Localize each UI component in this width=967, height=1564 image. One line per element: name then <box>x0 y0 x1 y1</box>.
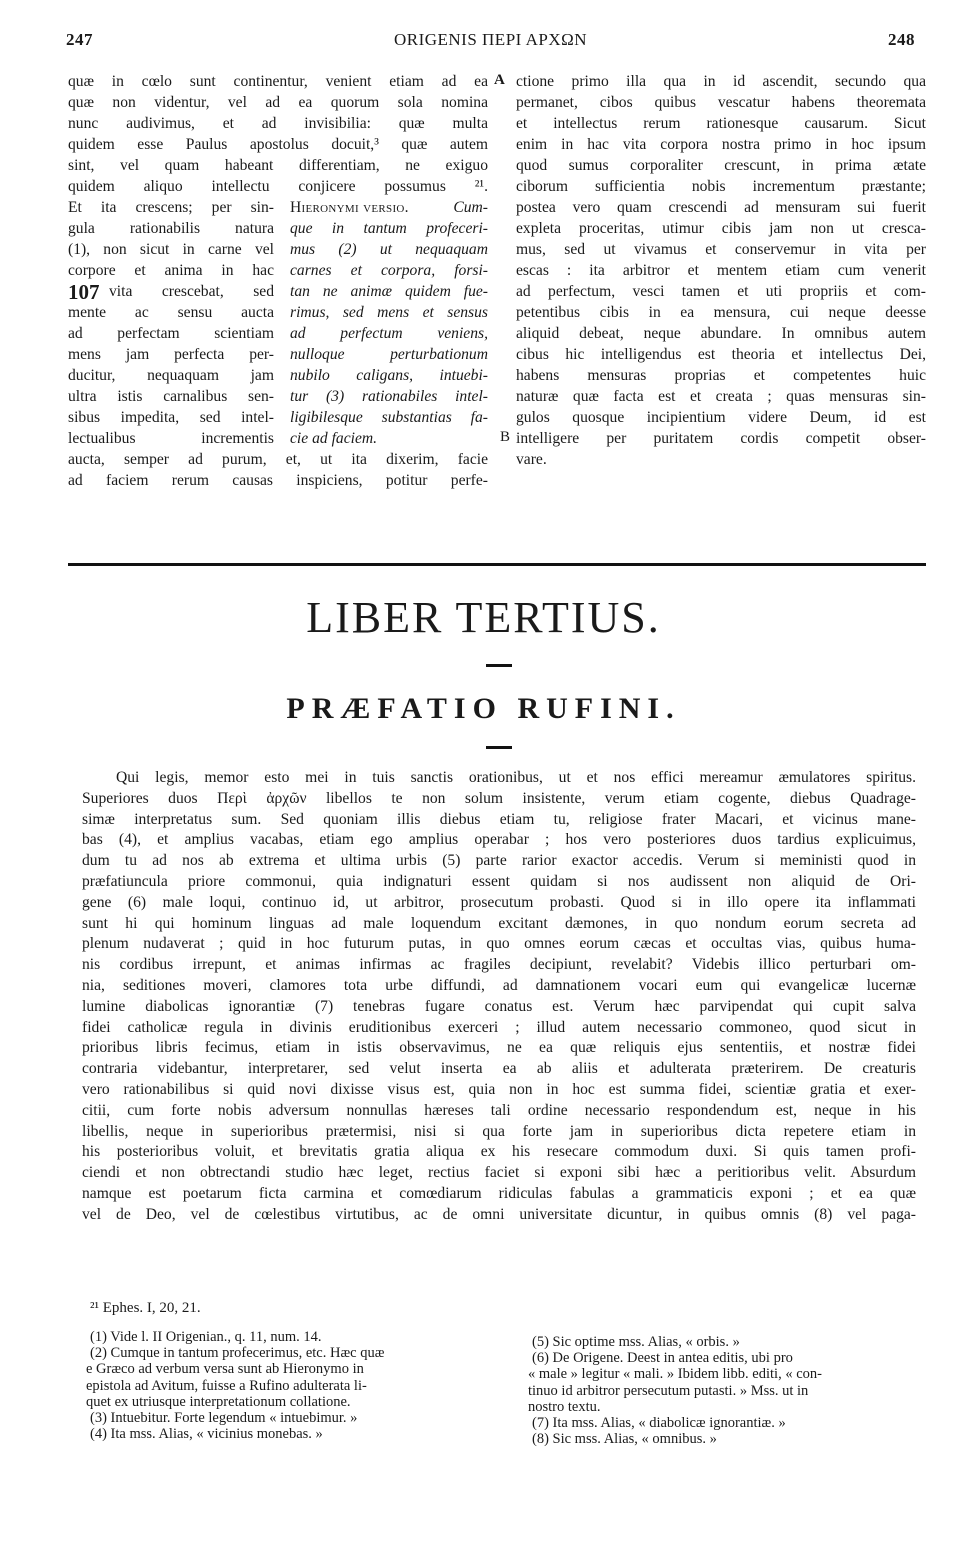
margin-letter-b: B <box>500 429 511 445</box>
right-line: vare. <box>516 451 547 468</box>
version-line: mus (2) ut nequaquam <box>290 241 488 258</box>
left-narrow-line: gula rationabilis natura <box>68 220 274 237</box>
body-line: plenum nudaverat ; quid in hoc futurum putas, in quo omnes eorum cæcas et occultas vias, quibus huma- <box>82 935 916 953</box>
left-line: quæ non videntur, vel ad ea quorum sola nomina <box>68 94 488 111</box>
body-line: ciendi et non obtrectandi studio hæc leget, rectius faciet si exponi sibi hæc a peritioribus velit. Absurdum <box>82 1164 916 1182</box>
footnote-line: (1) Vide l. II Origenian., q. 11, num. 14. <box>90 1329 322 1345</box>
body-line: his posterioribus voluit, et brevitatis gratia aliqua ex his resecare commodum duxi. Si quis tamen profi- <box>82 1143 916 1161</box>
left-line: quæ in cœlo sunt continentur, venient etiam ad ea <box>68 73 488 90</box>
body-line: dum tu ad nos ab extrema et ultima urbis (5) parte rarior exactor accedis. Verum si meministi quod in <box>82 852 916 870</box>
footnote-line: e Græco ad verbum versa sunt ab Hieronymo in <box>86 1361 364 1378</box>
version-line: nulloque perturbationum <box>290 346 488 363</box>
section-rule <box>68 563 926 566</box>
margin-letter-a: A <box>494 72 505 88</box>
footnote-line: tinuo id arbitror persecutum putasti. » Mss. ut in <box>528 1382 809 1399</box>
version-line: ligibilesque substantias fa- <box>290 409 488 426</box>
right-line: ciborum sufficientia nobis incrementum præstante; <box>516 178 926 195</box>
version-line: carnes et corpora, forsi- <box>290 262 488 279</box>
body-line: Superiores duos Περὶ ἀρχῶν libellos te non solum insistente, verum etiam cogente, diebus Quadrage- <box>82 789 916 807</box>
body-line: nis cordibus irrepunt, et animas infirmas ac fragiles decipiunt, revelabit? Videbis illico perturbari om- <box>82 956 916 974</box>
body-line: sunt hi qui hominum linguas ad male loquendum excitant dæmones, in quo nondum eorum secreta ad <box>82 914 916 932</box>
body-line: gene (6) male loqui, continuo id, ut arbitror, prosecutum probasti. Quod si in illo opere ita inflammati <box>82 893 916 911</box>
right-line: quod sumus corporaliter crescunt, in prima ætate <box>516 157 926 174</box>
right-line: mus, sed ut vivamus et conservemur in vita per <box>516 241 926 258</box>
left-line: aucta, semper ad purum, et, ut ita dixerim, facie <box>68 451 488 468</box>
left-line: sint, vel quam habeant differentiam, ne exiguo <box>68 157 488 174</box>
left-narrow-line: vita crescebat, sed <box>109 283 274 300</box>
right-line: expleta proceritas, utimur cibis jam non ut cresca- <box>516 220 926 237</box>
right-line: permanet, cibos quibus vescatur habens theoremata <box>516 94 926 111</box>
footnote-line: (4) Ita mss. Alias, « vicinius monebas. » <box>90 1426 323 1443</box>
body-line: namque est poetarum ficta carmina et comœdiarum ridiculas fabulas a grammaticis exponi ; et ea quæ <box>82 1184 916 1202</box>
left-line: quidem aliquo intellectu conjicere possumus ²¹. <box>68 178 488 195</box>
body-line: vero rationabilibus si quid novi dixisse visus est, quia non in hoc est summa fidei, scientiæ gratia et exer- <box>82 1080 916 1098</box>
left-narrow-line: mens jam perfecta per- <box>68 346 274 363</box>
version-line: Cum- <box>453 199 488 216</box>
version-line: rimus, sed mens et sensus <box>290 304 488 321</box>
right-line: aliquid debeat, neque abundare. In omnibus autem <box>516 325 926 342</box>
footnotes-right <box>528 1334 918 1447</box>
right-line: petentibus cibis in ea mensura, cui neque deesse <box>516 304 926 321</box>
right-line: escas : ita arbitror et mentem etiam cum venerit <box>516 262 926 279</box>
right-line: postea vero quam crescendi ad mensuram sui fuerit <box>516 199 926 216</box>
page-number-left: 247 <box>66 30 93 49</box>
version-line: cie ad faciem. <box>290 430 378 447</box>
body-line: Qui legis, memor esto mei in tuis sanctis orationibus, ut et nos effici mereamur æmulatores spiritus. <box>116 769 916 786</box>
left-line: ad faciem rerum causas inspiciens, potitur perfe- <box>68 472 488 489</box>
preface-title: PRÆFATIO RUFINI. <box>286 692 681 725</box>
left-narrow-line: ducitur, nequaquam jam <box>68 367 274 384</box>
body-line: nia, seditiones moveri, clamores tota urbe diffundi, ad damnationem vocari eum qui evangelicæ lucernæ <box>82 976 916 994</box>
footnote-line: quet ex utriusque interpretationum collatione. <box>86 1393 351 1410</box>
running-title: ORIGENIS ΠΕΡΙ ΑΡΧΩΝ <box>393 30 588 49</box>
right-line: intelligere per puritatem cordis competit obser- <box>516 430 926 447</box>
body-line: fidei catholicæ regula in divinis eruditionibus exerceri ; illud autem necessario commoneo, quod sicut in <box>82 1018 916 1036</box>
footnote-line: (6) De Origene. Deest in antea editis, ubi pro <box>532 1350 793 1367</box>
version-line: tur (3) rationabiles intel- <box>290 388 488 405</box>
body-line: præfatiuncula priore commonui, quia indignaturi essent quidam si nos audissent non aliquid de Ori- <box>82 872 916 890</box>
left-narrow-line: corpore et anima in hac <box>68 262 274 279</box>
right-line: cibus hic intelligendus est theoria et intellectus Dei, <box>516 346 926 363</box>
version-line: nubilo caligans, intuebi- <box>290 367 488 384</box>
right-line: gulos quosque incipientium videre Deum, id est <box>516 409 926 426</box>
margin-column-number: 107 <box>68 280 100 304</box>
version-line: tan ne animæ quidem fue- <box>290 283 488 300</box>
body-line: contraria videbantur, interpretarer, sed velut inserta ea ab aliis et adulterata præterirem. De creaturis <box>82 1060 916 1078</box>
right-line: naturæ quæ facta est et creata ; quas mensuras sin- <box>516 388 926 405</box>
body-line: simæ interpretatus sum. Sed quoniam illis diebus etiam tu, religiose frater Macari, et vicinus mane- <box>82 810 916 828</box>
preface-body <box>82 768 916 1226</box>
footnotes-left <box>86 1329 496 1442</box>
right-line: ad perfectum, vesci tamen et uti propriis et com- <box>516 283 926 300</box>
right-line: ctione primo illa qua in id ascendit, secundo qua <box>516 73 926 90</box>
footnote-line: (3) Intuebitur. Forte legendum « intuebimur. » <box>90 1409 358 1426</box>
footnote-line: (7) Ita mss. Alias, « diabolicæ ignorantiæ. » <box>532 1414 786 1431</box>
footnote-line: epistola ad Avitum, fuisse a Rufino adulterata li- <box>86 1377 367 1394</box>
right-line: habens mensuras proprias et competentes huic <box>516 367 926 384</box>
left-narrow-line: ultra istis carnalibus sen- <box>68 388 274 405</box>
body-line: vel de Deo, vel de cœlestibus virtutibus, ac de omni universitate dicuntur, in quibus omnis (8) vel paga- <box>82 1205 916 1223</box>
scripture-reference: ²¹ Ephes. I, 20, 21. <box>90 1300 201 1316</box>
left-narrow-line: (1), non sicut in carne vel <box>68 241 274 258</box>
version-line: ad perfectum veniens, <box>290 325 488 342</box>
footnote-line: « male » legitur « mali. » Ibidem libb. editi, « con- <box>528 1366 822 1383</box>
left-narrow-line: sibus impedita, sed intel- <box>68 409 274 426</box>
body-line: citii, cum forte nobis adversum nonnullas hæreses tali ordine necessario respondendum est, neque in his <box>82 1101 916 1119</box>
footnote-line: (5) Sic optime mss. Alias, « orbis. » <box>532 1334 740 1350</box>
right-line: et intellectus rerum rationesque causarum. Sicut <box>516 115 926 132</box>
body-line: prioribus libris fecimus, etiam in istis observavimus, ne ea quæ reliquis ejus sententiis, et nostræ fidei <box>82 1039 916 1057</box>
left-line: quidem esse Paulus apostolus docuit,³ quæ autem <box>68 136 488 153</box>
body-line: libellis, neque in superioribus prætermisi, nisi si qua forte jam in superioribus dicta repetere etiam in <box>82 1122 916 1140</box>
book-title: LIBER TERTIUS. <box>306 593 661 642</box>
left-narrow-line: Et ita crescens; per sin- <box>68 199 274 216</box>
left-narrow-line: lectualibus incrementis <box>68 430 274 447</box>
left-line: nunc audivimus, et ad invisibilia: quæ multa <box>68 115 488 132</box>
footnote-line: (2) Cumque in tantum profecerimus, etc. Hæc quæ <box>90 1345 385 1362</box>
version-line: que in tantum profeceri- <box>290 220 488 237</box>
title-dash <box>486 664 512 667</box>
version-head-line <box>290 198 488 218</box>
title-dash <box>486 746 512 749</box>
body-line: lumine diabolicas ignorantiæ (7) tenebras fugare conatus est. Verum hæc parvipendat qui cupit salva <box>82 997 916 1015</box>
page-number-right: 248 <box>888 30 915 49</box>
version-heading: Hieronymi versio. <box>290 199 409 216</box>
footnote-line: nostro textu. <box>528 1398 601 1415</box>
running-head <box>66 30 915 56</box>
right-line: enim in hac vita corpora nostra primo in hoc ipsum <box>516 136 926 153</box>
left-narrow-line: mente ac sensu aucta <box>68 304 274 321</box>
body-line: bas (4), et amplius vacabas, etiam ego amplius operabar ; hos vero posteriores duos tardius explicuimus, <box>82 831 916 849</box>
footnote-line: (8) Sic mss. Alias, « omnibus. » <box>532 1431 717 1448</box>
left-narrow-line: ad perfectam scientiam <box>68 325 274 342</box>
